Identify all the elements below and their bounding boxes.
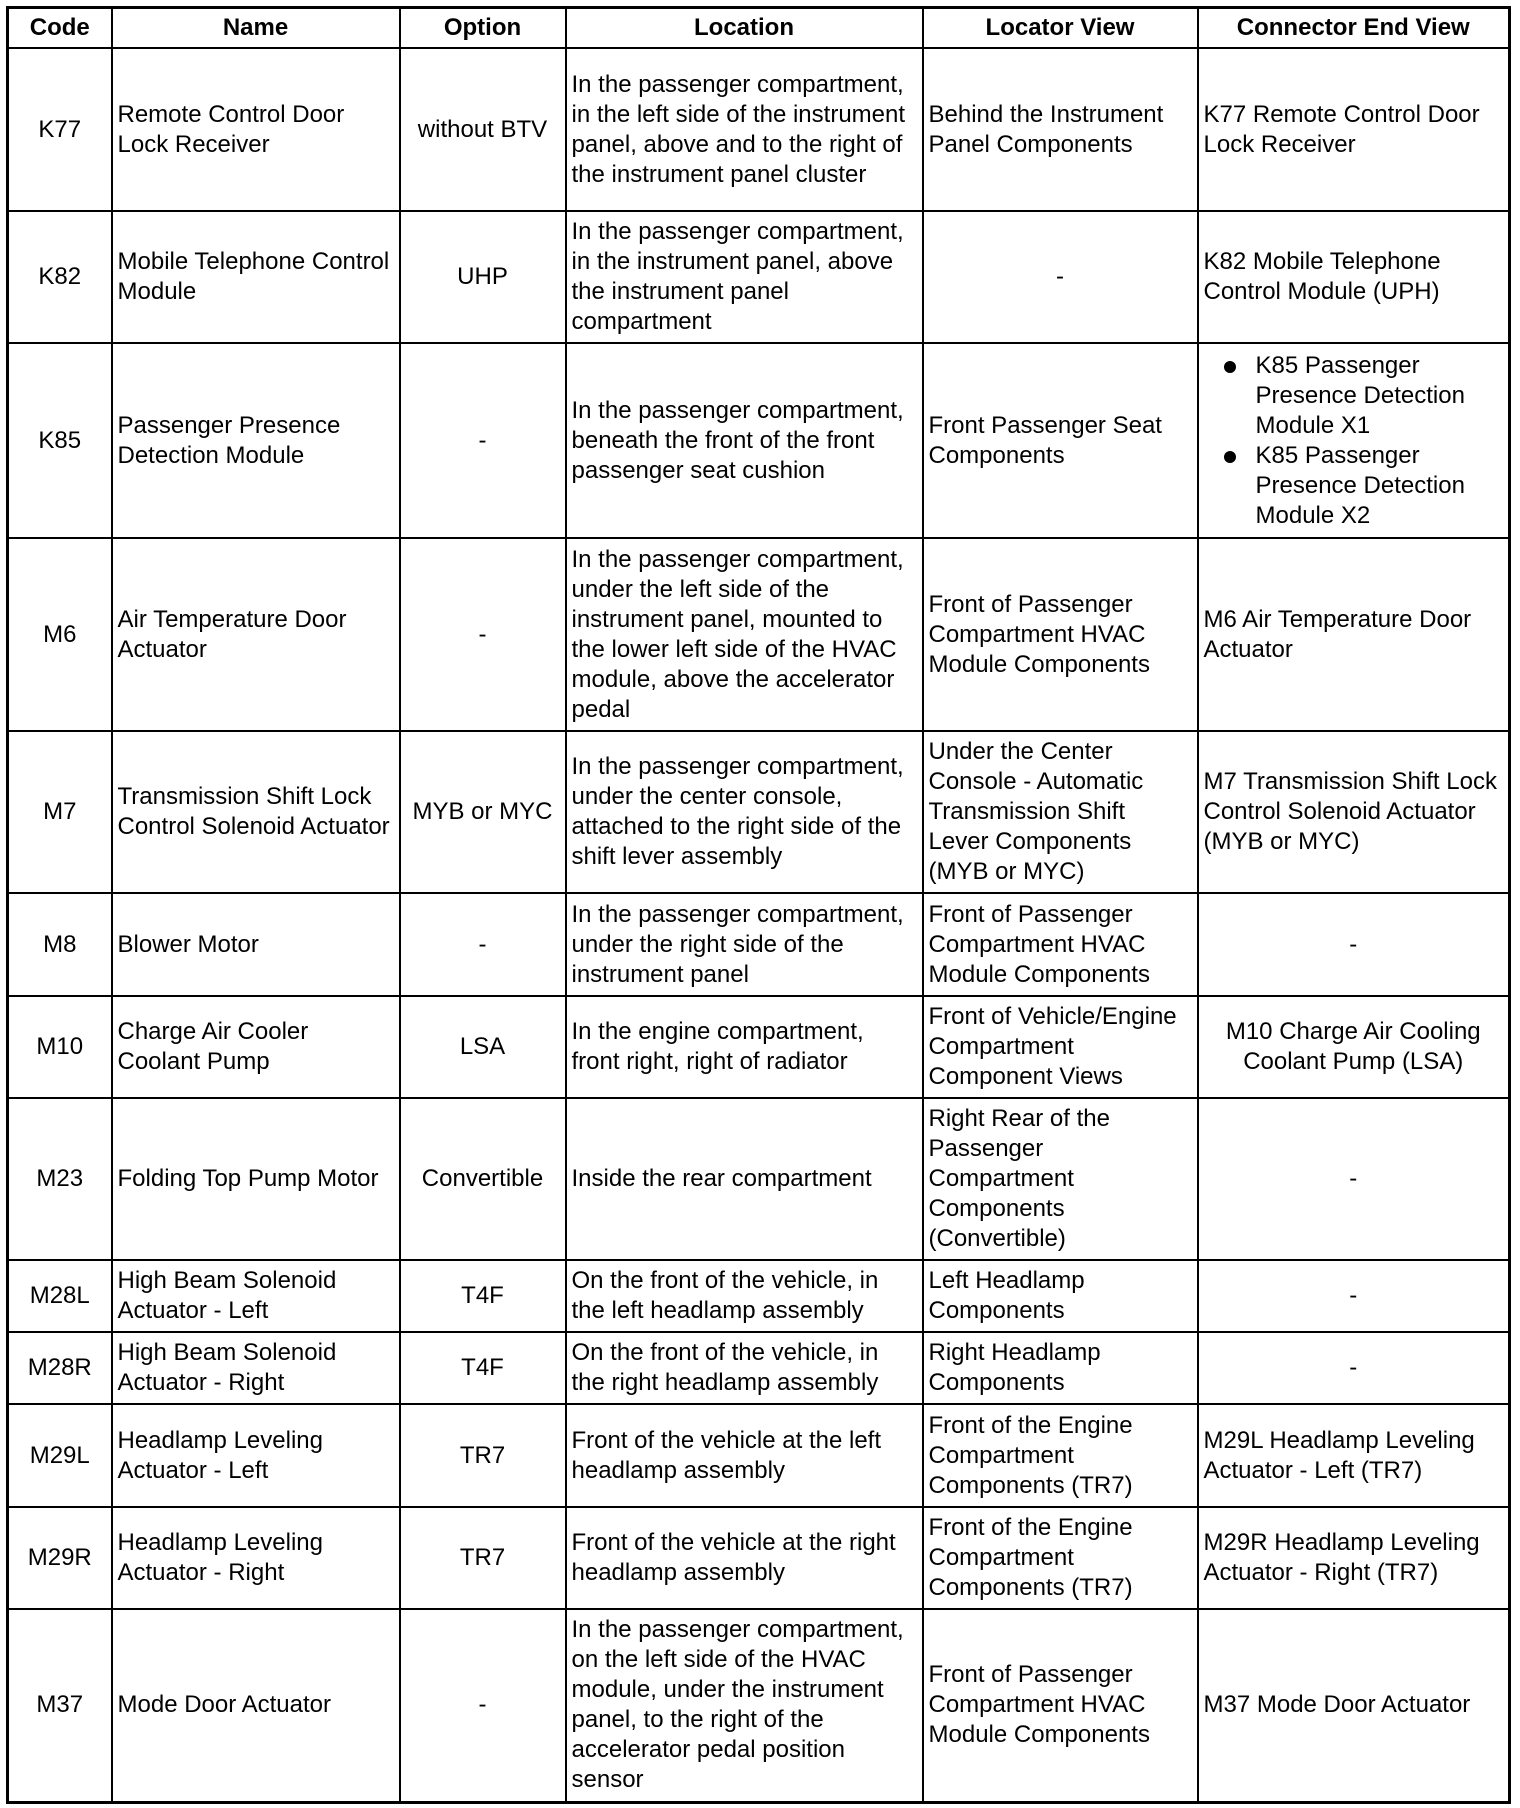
location-cell: In the passenger compartment, beneath the front of the front passenger seat cushion xyxy=(566,343,923,538)
connector-list-item: K85 Passenger Presence Detection Module X2 xyxy=(1256,441,1504,531)
location-cell: In the passenger compartment, on the left side of the HVAC module, under the instrument panel, to the right of the accelerator pedal position sensor xyxy=(566,1609,923,1802)
name-cell: High Beam Solenoid Actuator - Right xyxy=(112,1332,400,1404)
name-cell: Headlamp Leveling Actuator - Left xyxy=(112,1404,400,1507)
option-cell: T4F xyxy=(400,1260,566,1332)
code-cell: M23 xyxy=(8,1098,112,1260)
location-cell: In the passenger compartment, under the left side of the instrument panel, mounted to the lower left side of the HVAC module, above the accelerator pedal xyxy=(566,538,923,731)
locator-view-cell: Right Headlamp Components xyxy=(923,1332,1198,1404)
table-row xyxy=(8,343,1510,538)
name-cell: Air Temperature Door Actuator xyxy=(112,538,400,731)
locator-view-cell: Front of the Engine Compartment Components (TR7) xyxy=(923,1404,1198,1507)
name-cell: Passenger Presence Detection Module xyxy=(112,343,400,538)
location-cell: In the passenger compartment, in the left side of the instrument panel, above and to the right of the instrument panel cluster xyxy=(566,48,923,211)
locator-view-cell: Front Passenger Seat Components xyxy=(923,343,1198,538)
connector-end-view-cell xyxy=(1198,343,1510,538)
table-row xyxy=(8,731,1510,893)
code-cell: M29L xyxy=(8,1404,112,1507)
locator-view-cell: Front of Passenger Compartment HVAC Module Components xyxy=(923,893,1198,996)
code-cell: M6 xyxy=(8,538,112,731)
name-cell: Remote Control Door Lock Receiver xyxy=(112,48,400,211)
table-row xyxy=(8,1260,1510,1332)
locator-view-cell: Left Headlamp Components xyxy=(923,1260,1198,1332)
name-cell: Folding Top Pump Motor xyxy=(112,1098,400,1260)
name-cell: Mobile Telephone Control Module xyxy=(112,211,400,343)
option-cell: TR7 xyxy=(400,1507,566,1609)
locator-view-cell: Front of Vehicle/Engine Compartment Component Views xyxy=(923,996,1198,1098)
connector-end-view-cell: K82 Mobile Telephone Control Module (UPH) xyxy=(1198,211,1510,343)
option-cell: without BTV xyxy=(400,48,566,211)
header-location: Location xyxy=(566,8,923,49)
code-cell: M28L xyxy=(8,1260,112,1332)
location-cell: In the passenger compartment, under the right side of the instrument panel xyxy=(566,893,923,996)
locator-view-cell: Front of the Engine Compartment Components (TR7) xyxy=(923,1507,1198,1609)
code-cell: K82 xyxy=(8,211,112,343)
connector-end-view-cell: M37 Mode Door Actuator xyxy=(1198,1609,1510,1802)
name-cell: Mode Door Actuator xyxy=(112,1609,400,1802)
location-cell: In the engine compartment, front right, right of radiator xyxy=(566,996,923,1098)
table-row xyxy=(8,1507,1510,1609)
header-name: Name xyxy=(112,8,400,49)
locator-view-cell: Front of Passenger Compartment HVAC Module Components xyxy=(923,538,1198,731)
connector-end-view-cell: - xyxy=(1198,1260,1510,1332)
connector-end-view-cell: - xyxy=(1198,1098,1510,1260)
connector-end-view-cell: K77 Remote Control Door Lock Receiver xyxy=(1198,48,1510,211)
location-cell: On the front of the vehicle, in the left headlamp assembly xyxy=(566,1260,923,1332)
name-cell: Headlamp Leveling Actuator - Right xyxy=(112,1507,400,1609)
name-cell: Blower Motor xyxy=(112,893,400,996)
location-cell: In the passenger compartment, under the center console, attached to the right side of the shift lever assembly xyxy=(566,731,923,893)
connector-list-item: K85 Passenger Presence Detection Module X1 xyxy=(1256,351,1504,441)
option-cell: - xyxy=(400,893,566,996)
option-cell: MYB or MYC xyxy=(400,731,566,893)
code-cell: K77 xyxy=(8,48,112,211)
table-row xyxy=(8,996,1510,1098)
option-cell: Convertible xyxy=(400,1098,566,1260)
location-cell: In the passenger compartment, in the instrument panel, above the instrument panel compartment xyxy=(566,211,923,343)
option-cell: TR7 xyxy=(400,1404,566,1507)
locator-view-cell: Behind the Instrument Panel Components xyxy=(923,48,1198,211)
table-row xyxy=(8,1609,1510,1802)
connector-end-view-cell: - xyxy=(1198,893,1510,996)
code-cell: M37 xyxy=(8,1609,112,1802)
location-cell: Front of the vehicle at the left headlamp assembly xyxy=(566,1404,923,1507)
name-cell: High Beam Solenoid Actuator - Left xyxy=(112,1260,400,1332)
table-row xyxy=(8,1098,1510,1260)
option-cell: UHP xyxy=(400,211,566,343)
table-row xyxy=(8,1332,1510,1404)
option-cell: - xyxy=(400,1609,566,1802)
code-cell: M29R xyxy=(8,1507,112,1609)
table-row xyxy=(8,538,1510,731)
name-cell: Charge Air Cooler Coolant Pump xyxy=(112,996,400,1098)
component-locator-table xyxy=(6,6,1511,1804)
header-code: Code xyxy=(8,8,112,49)
code-cell: M8 xyxy=(8,893,112,996)
table-row xyxy=(8,211,1510,343)
locator-view-cell: Front of Passenger Compartment HVAC Module Components xyxy=(923,1609,1198,1802)
code-cell: M28R xyxy=(8,1332,112,1404)
table-row xyxy=(8,893,1510,996)
connector-end-view-cell: - xyxy=(1198,1332,1510,1404)
table-row xyxy=(8,48,1510,211)
table-row xyxy=(8,1404,1510,1507)
code-cell: M7 xyxy=(8,731,112,893)
option-cell: LSA xyxy=(400,996,566,1098)
connector-end-view-cell: M10 Charge Air Cooling Coolant Pump (LSA) xyxy=(1198,996,1510,1098)
code-cell: M10 xyxy=(8,996,112,1098)
header-option: Option xyxy=(400,8,566,49)
locator-view-cell: - xyxy=(923,211,1198,343)
locator-view-cell: Under the Center Console - Automatic Transmission Shift Lever Components (MYB or MYC) xyxy=(923,731,1198,893)
location-cell: Inside the rear compartment xyxy=(566,1098,923,1260)
option-cell: - xyxy=(400,538,566,731)
connector-end-view-cell: M29R Headlamp Leveling Actuator - Right (TR7) xyxy=(1198,1507,1510,1609)
header-connector-end-view: Connector End View xyxy=(1198,8,1510,49)
location-cell: On the front of the vehicle, in the right headlamp assembly xyxy=(566,1332,923,1404)
option-cell: T4F xyxy=(400,1332,566,1404)
header-locator-view: Locator View xyxy=(923,8,1198,49)
connector-list xyxy=(1204,351,1504,531)
code-cell: K85 xyxy=(8,343,112,538)
connector-end-view-cell: M29L Headlamp Leveling Actuator - Left (TR7) xyxy=(1198,1404,1510,1507)
location-cell: Front of the vehicle at the right headlamp assembly xyxy=(566,1507,923,1609)
locator-view-cell: Right Rear of the Passenger Compartment Components (Convertible) xyxy=(923,1098,1198,1260)
connector-end-view-cell: M6 Air Temperature Door Actuator xyxy=(1198,538,1510,731)
name-cell: Transmission Shift Lock Control Solenoid Actuator xyxy=(112,731,400,893)
header-row xyxy=(8,8,1510,49)
option-cell: - xyxy=(400,343,566,538)
connector-end-view-cell: M7 Transmission Shift Lock Control Solenoid Actuator (MYB or MYC) xyxy=(1198,731,1510,893)
